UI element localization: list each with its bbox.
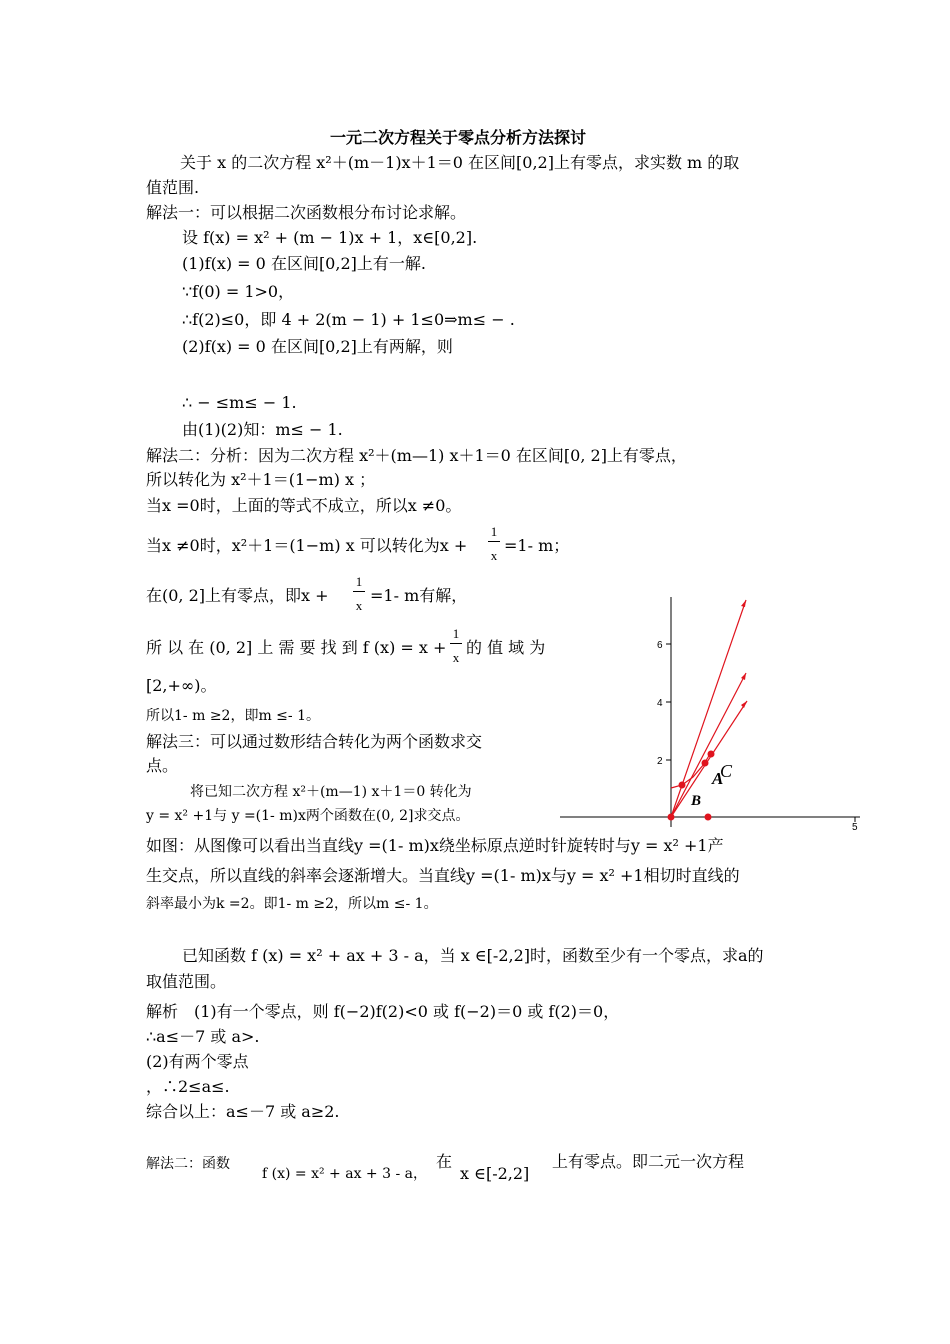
method2-line2: 所以转化为 x²＋1＝(1−m) x ； xyxy=(146,470,376,489)
y-tick-label: 6 xyxy=(657,640,663,651)
problem2-method2-a: 解法二：函数 xyxy=(146,1156,230,1172)
problem2-solution5: 综合以上：a≤－7 或 a≥2. xyxy=(146,1102,340,1121)
problem2-line1: 已知函数 f (x) = x² + ax + 3 - a，当 x ∈[-2,2]时，函数至少有一个零点，求a的 xyxy=(182,946,764,965)
problem2-method2-b: f (x) = x² + ax + 3 - a， xyxy=(262,1166,427,1182)
method2-line5b: =1- m有解， xyxy=(370,586,468,605)
fraction-denominator: x xyxy=(355,598,363,613)
method2-line5a: 在(0, 2]上有零点，即x + xyxy=(146,586,329,605)
y-tick-label: 4 xyxy=(657,698,663,709)
problem2-method2-e: 上有零点。即二元一次方程 xyxy=(552,1152,745,1171)
y-tick-label: 2 xyxy=(657,756,663,767)
fraction-bar xyxy=(450,643,462,644)
fraction-denominator: x xyxy=(452,650,460,665)
method3-line5: 如图：从图像可以看出当直线y =(1- m)x绕坐标原点逆时针旋转时与y = x² +1产 xyxy=(146,836,724,855)
tangent-line xyxy=(671,701,747,817)
problem2-solution1: 解析 (1)有一个零点，则 f(−2)f(2)<0 或 f(−2)＝0 或 f(2)＝0， xyxy=(146,1002,620,1021)
problem1-line1: 关于 x 的二次方程 x²＋(m－1)x＋1＝0 在区间[0,2]上有零点，求实数 m 的取 xyxy=(180,153,740,172)
method2-line1: 解法二：分析：因为二次方程 x²＋(m—1) x＋1＝0 在区间[0, 2]上有零点， xyxy=(146,446,687,465)
fraction-bar xyxy=(353,591,365,592)
method1-line5: (2)f(x) = 0 在区间[0,2]上有两解，则 xyxy=(182,337,453,356)
problem2-method2-c: 在 xyxy=(436,1152,453,1171)
secant-line xyxy=(671,673,746,817)
method2-line8: 所以1- m ≥2，即m ≤- 1。 xyxy=(146,708,320,724)
method3-line1: 解法三：可以通过数形结合转化为两个函数求交 xyxy=(146,732,483,751)
problem2-solution4: ，∴2≤a≤. xyxy=(146,1077,230,1096)
method1-line7: 由(1)(2)知：m≤ − 1. xyxy=(182,420,343,439)
intersection-point xyxy=(679,782,686,789)
problem2-line2: 取值范围。 xyxy=(146,972,227,991)
method1-heading: 解法一：可以根据二次函数根分布讨论求解。 xyxy=(146,203,467,222)
fraction-numerator: 1 xyxy=(452,626,460,641)
problem2-method2-d: x ∈[-2,2] xyxy=(460,1164,530,1183)
method2-line6b: 的 值 域 为 xyxy=(466,638,546,657)
method1-line3: ∵f(0) = 1>0， xyxy=(182,282,295,301)
page-title: 一元二次方程关于零点分析方法探讨 xyxy=(330,128,587,147)
arrow-head xyxy=(741,600,746,607)
problem1-line2: 值范围. xyxy=(146,178,200,197)
fraction-denominator: x xyxy=(490,548,498,563)
method2-line6a: 所 以 在 (0, 2] 上 需 要 找 到 f (x) = x + xyxy=(146,638,447,657)
point-label-c: C xyxy=(720,761,733,781)
fraction-bar xyxy=(488,541,500,542)
method2-line3: 当x =0时，上面的等式不成立，所以x ≠0。 xyxy=(146,496,462,515)
fraction-numerator: 1 xyxy=(490,524,498,539)
arrow-head xyxy=(741,701,747,708)
method2-line4a: 当x ≠0时，x²＋1＝(1−m) x 可以转化为x + xyxy=(146,536,468,555)
method3-line6: 生交点，所以直线的斜率会逐渐增大。当直线y =(1- m)x与y = x² +1相切时直线的 xyxy=(146,866,740,885)
arrow-head xyxy=(741,673,746,680)
intersection-point xyxy=(705,814,712,821)
problem2-solution2: ∴a≤－7 或 a>. xyxy=(146,1027,260,1046)
x-tick-label: 5 xyxy=(852,822,858,832)
method2-line7: [2,+∞)。 xyxy=(146,676,217,695)
problem2-solution3: (2)有两个零点 xyxy=(146,1052,249,1071)
intersection-point xyxy=(668,814,675,821)
method1-line4: ∴f(2)≤0，即 4 + 2(m − 1) + 1≤0⇒m≤ − . xyxy=(182,310,515,329)
function-graph xyxy=(560,592,865,832)
method1-line6: ∴ − ≤m≤ − 1. xyxy=(182,393,297,412)
point-label-a: A xyxy=(712,769,724,788)
method3-line2: 点。 xyxy=(146,756,179,775)
point-label-b: B xyxy=(691,793,702,809)
fraction-numerator: 1 xyxy=(355,574,363,589)
method3-line7: 斜率最小为k =2。即1- m ≥2，所以m ≤- 1。 xyxy=(146,896,438,912)
method1-line1: 设 f(x) = x² + (m − 1)x + 1，x∈[0,2]. xyxy=(182,228,478,247)
method3-line4: y = x² +1与 y =(1- m)x两个函数在(0, 2]求交点。 xyxy=(146,808,470,824)
intersection-point xyxy=(702,760,709,767)
method2-line4b: =1- m； xyxy=(504,536,570,555)
method3-line3: 将已知二次方程 x²＋(m—1) x＋1＝0 转化为 xyxy=(190,784,472,800)
method1-line2: (1)f(x) = 0 在区间[0,2]上有一解. xyxy=(182,254,426,273)
intersection-point xyxy=(708,751,715,758)
